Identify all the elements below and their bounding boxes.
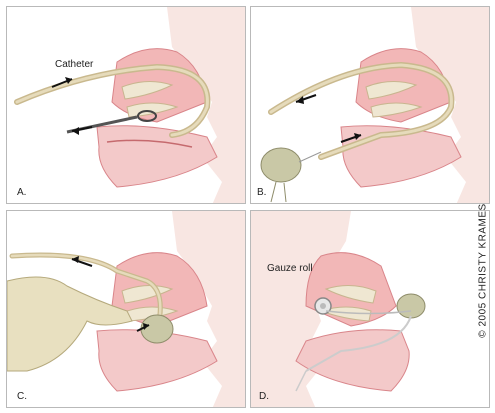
panel-b-label: B. <box>257 187 267 198</box>
catheter-callout: Catheter <box>55 59 94 70</box>
panel-c <box>6 210 246 408</box>
copyright-credit: © 2005 CHRISTY KRAMES <box>477 203 489 338</box>
panel-c-label: C. <box>17 391 27 402</box>
panel-c-illustration <box>7 211 246 408</box>
panel-b-illustration <box>251 7 490 204</box>
panel-d-label: D. <box>259 391 269 402</box>
gauze-roll-callout: Gauze roll <box>267 263 313 274</box>
panel-a-label: A. <box>17 187 27 198</box>
panel-b <box>250 6 490 204</box>
panel-d-illustration <box>251 211 490 408</box>
panel-a <box>6 6 246 204</box>
panel-d <box>250 210 490 408</box>
panel-a-illustration <box>7 7 246 204</box>
